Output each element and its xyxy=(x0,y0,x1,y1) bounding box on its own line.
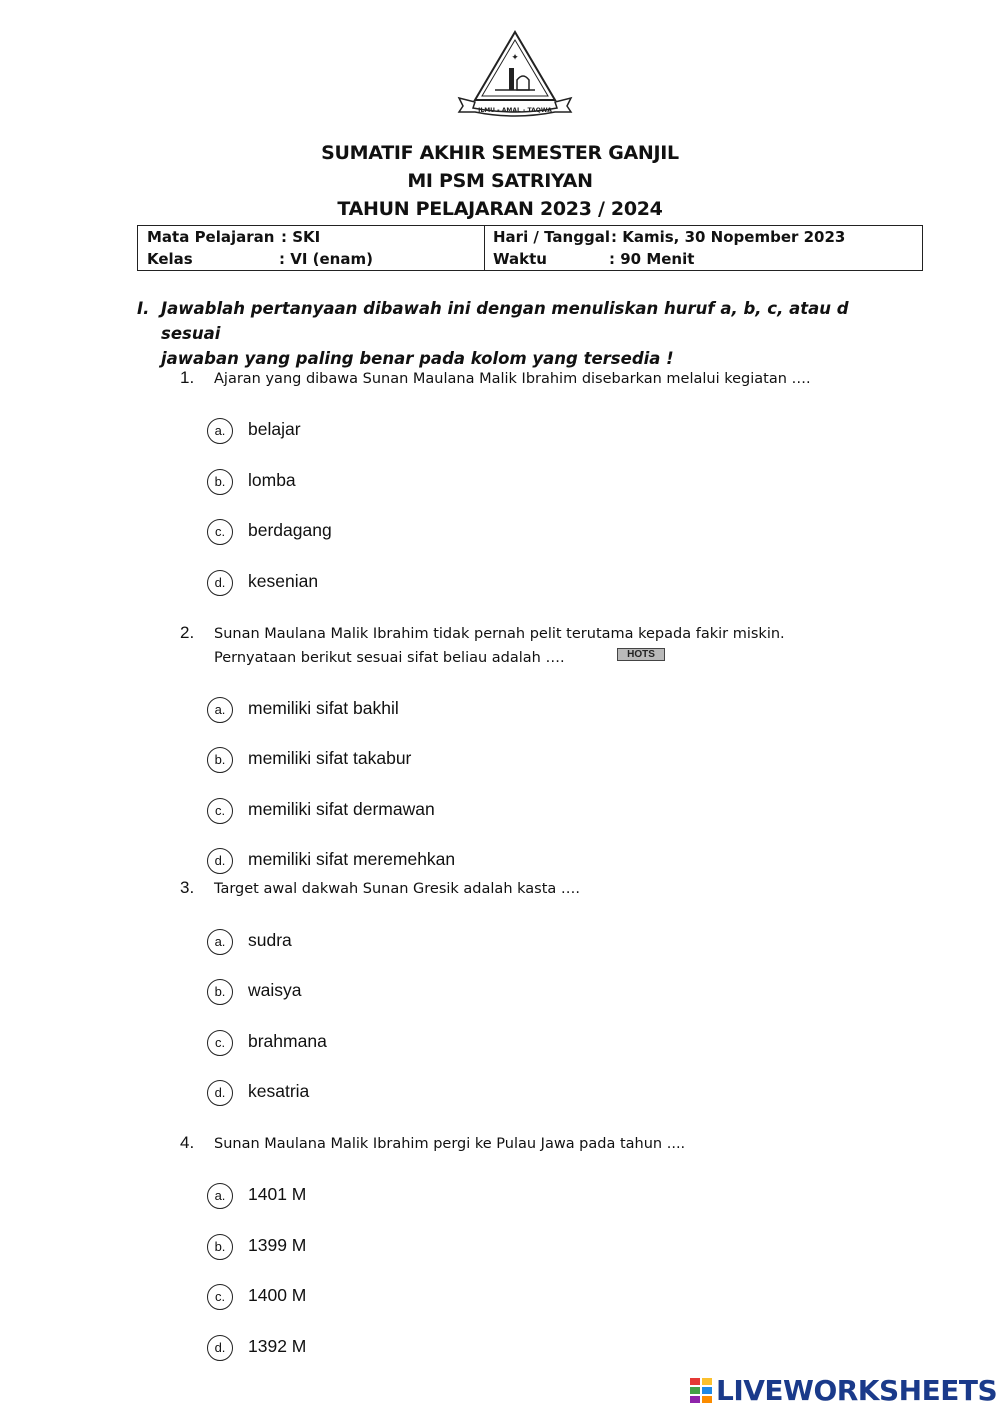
option-text: memiliki sifat dermawan xyxy=(248,799,435,819)
question-text: Ajaran yang dibawa Sunan Maulana Malik Ibrahim disebarkan melalui kegiatan …. xyxy=(214,371,811,387)
instruction-line: Jawablah pertanyaan dibawah ini dengan menuliskan huruf a, b, c, atau d sesuai xyxy=(161,299,849,343)
option-letter: b. xyxy=(207,747,233,773)
question-line: Pernyataan berikut sesuai sifat beliau adalah …. xyxy=(214,650,565,666)
question-number: 4. xyxy=(180,1133,195,1152)
school-logo xyxy=(455,28,575,118)
option-letter: b. xyxy=(207,469,233,495)
svg-text:✦: ✦ xyxy=(511,53,519,63)
option-text: sudra xyxy=(248,930,292,950)
option-text: 1401 M xyxy=(248,1184,307,1204)
watermark-text: LIVEWORKSHEETS xyxy=(716,1374,998,1407)
instruction-line: jawaban yang paling benar pada kolom yang tersedia ! xyxy=(161,349,674,368)
subject-value: : SKI xyxy=(281,228,321,246)
option-letter: a. xyxy=(207,418,233,444)
option-letter: d. xyxy=(207,848,233,874)
question-line: Sunan Maulana Malik Ibrahim tidak pernah pelit terutama kepada fakir miskin. xyxy=(214,626,785,642)
option-letter: a. xyxy=(207,1183,233,1209)
class-value: : VI (enam) xyxy=(279,250,373,268)
school-name: MI PSM SATRIYAN xyxy=(407,170,593,192)
option-letter: d. xyxy=(207,570,233,596)
option-text: 1400 M xyxy=(248,1285,307,1305)
question-number: 2. xyxy=(180,623,195,642)
question-text: Target awal dakwah Sunan Gresik adalah kasta …. xyxy=(214,881,580,897)
option-text: waisya xyxy=(248,980,302,1000)
question-text: Sunan Maulana Malik Ibrahim pergi ke Pulau Jawa pada tahun .... xyxy=(214,1136,686,1152)
option-letter: b. xyxy=(207,1234,233,1260)
liveworksheets-logo-icon xyxy=(690,1378,712,1404)
exam-title: SUMATIF AKHIR SEMESTER GANJIL xyxy=(321,142,679,164)
question-number: 3. xyxy=(180,878,195,897)
logo-motto: ILMU - AMAL - TAQWA xyxy=(478,107,552,114)
question-text xyxy=(214,622,785,670)
time-value: : 90 Menit xyxy=(609,250,695,268)
option-text: memiliki sifat bakhil xyxy=(248,698,399,718)
question-number: 1. xyxy=(180,368,195,387)
option-letter: b. xyxy=(207,979,233,1005)
option-letter: c. xyxy=(207,798,233,824)
option-letter: c. xyxy=(207,519,233,545)
class-label: Kelas xyxy=(147,250,193,268)
option-letter: a. xyxy=(207,929,233,955)
table-divider xyxy=(484,226,485,270)
option-letter: d. xyxy=(207,1335,233,1361)
option-letter: a. xyxy=(207,697,233,723)
option-text: kesatria xyxy=(248,1081,310,1101)
section-number: I. xyxy=(137,299,150,318)
option-text: lomba xyxy=(248,470,296,490)
option-text: 1392 M xyxy=(248,1336,307,1356)
option-text: memiliki sifat takabur xyxy=(248,748,412,768)
option-letter: c. xyxy=(207,1284,233,1310)
option-text: berdagang xyxy=(248,520,332,540)
school-logo-emblem-icon xyxy=(455,28,575,118)
option-text: kesenian xyxy=(248,571,319,591)
option-text: memiliki sifat meremehkan xyxy=(248,849,456,869)
exam-info-table xyxy=(137,225,923,271)
hots-badge: HOTS xyxy=(617,648,665,661)
option-text: belajar xyxy=(248,419,301,439)
option-text: 1399 M xyxy=(248,1235,307,1255)
date-label: Hari / Tanggal xyxy=(493,228,610,246)
time-label: Waktu xyxy=(493,250,547,268)
option-letter: d. xyxy=(207,1080,233,1106)
option-text: brahmana xyxy=(248,1031,327,1051)
option-letter: c. xyxy=(207,1030,233,1056)
date-value: : Kamis, 30 Nopember 2023 xyxy=(611,228,846,246)
academic-year: TAHUN PELAJARAN 2023 / 2024 xyxy=(337,198,663,220)
subject-label: Mata Pelajaran xyxy=(147,228,275,246)
